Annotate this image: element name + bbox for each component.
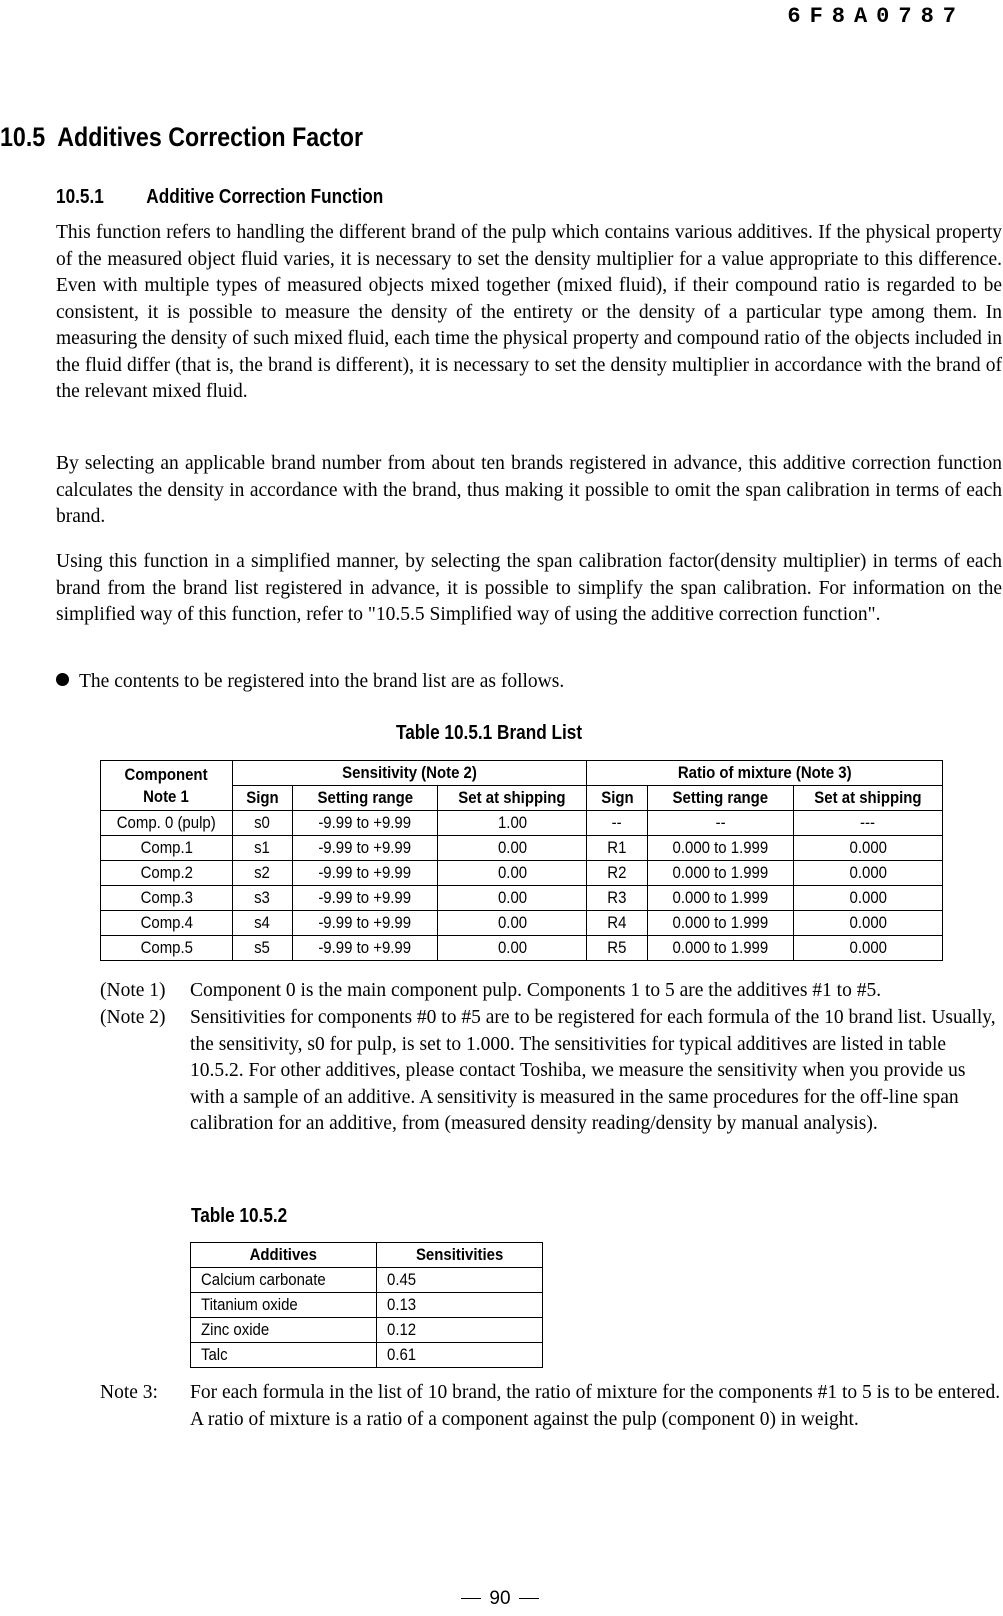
table-row	[191, 1293, 543, 1318]
cell-ratio-sign: R5	[587, 936, 647, 961]
note-2-label: (Note 2)	[100, 1007, 166, 1028]
cell-component: Comp.5	[101, 936, 233, 961]
cell-ratio-sign: R1	[587, 836, 647, 861]
header-setting-range: Setting range	[293, 786, 438, 811]
cell-ratio-range: --	[647, 811, 793, 836]
table-caption-brand-list: Table 10.5.1 Brand List	[396, 722, 583, 744]
note-2	[100, 1005, 1003, 1165]
cell-component: Comp.4	[101, 911, 233, 936]
page-dash-right	[519, 1598, 539, 1599]
cell-ratio-shipping: 0.000	[793, 836, 942, 861]
cell-sensitivity: 0.12	[376, 1318, 542, 1343]
bullet-text: The contents to be registered into the brand list are as follows.	[79, 671, 565, 692]
page-number-value: 90	[489, 1588, 511, 1609]
bullet-icon	[56, 673, 69, 686]
table-row	[191, 1318, 543, 1343]
note-2-text: Sensitivities for components #0 to #5 are to be registered for each formula of the 10 brand list. Usually, the sensitivity, s0 for pulp, is set to 1.000. The sensitivities for typical additives are listed in table 10.5.2. For other additives, please contact Toshiba, we measure the sensitivity when you provide us with a sample of an additive. A sensitivity is measured in the same procedures for the off-line span calibration for an additive, from (measured density reading/density by manual analysis).	[190, 1007, 996, 1134]
table-header-row	[101, 761, 943, 786]
cell-ratio-range: 0.000 to 1.999	[647, 861, 793, 886]
cell-sensitivity: 0.45	[376, 1268, 542, 1293]
cell-sensitivity-sign: s4	[232, 911, 292, 936]
header-ratio: Ratio of mixture (Note 3)	[587, 761, 943, 786]
cell-ratio-shipping: 0.000	[793, 886, 942, 911]
cell-ratio-shipping: 0.000	[793, 861, 942, 886]
table-row	[101, 861, 943, 886]
subsection-number: 10.5.1	[56, 186, 104, 208]
cell-ratio-range: 0.000 to 1.999	[647, 836, 793, 861]
cell-sensitivity-sign: s0	[232, 811, 292, 836]
cell-sensitivity-sign: s5	[232, 936, 292, 961]
page-dash-left	[461, 1598, 481, 1599]
cell-sensitivity-range: -9.99 to +9.99	[293, 886, 438, 911]
cell-sensitivity-sign: s1	[232, 836, 292, 861]
cell-ratio-sign: --	[587, 811, 647, 836]
cell-ratio-range: 0.000 to 1.999	[647, 936, 793, 961]
cell-sensitivity-range: -9.99 to +9.99	[293, 911, 438, 936]
paragraph-simplified-use: Using this function in a simplified manner, by selecting the span calibration factor(density multiplier) in terms of each brand from the brand list registered in advance, it is possible to simplify the span calibration. For information on the simplified way of this function, refer to "10.5.5 Simplified way of using the additive correction function".	[56, 551, 1002, 625]
table-row	[101, 936, 943, 961]
note-3-text: For each formula in the list of 10 brand, the ratio of mixture for the components #1 to 5 is to be entered. A ratio of mixture is a ratio of a component against the pulp (component 0) in weight.	[190, 1382, 1001, 1430]
table-row	[101, 886, 943, 911]
cell-additive: Talc	[191, 1343, 377, 1368]
note-1	[100, 978, 1003, 1005]
cell-ratio-range: 0.000 to 1.999	[647, 911, 793, 936]
cell-component: Comp.2	[101, 861, 233, 886]
additives-table	[190, 1242, 543, 1368]
cell-sensitivity-sign: s3	[232, 886, 292, 911]
header-sensitivity: Sensitivity (Note 2)	[232, 761, 587, 786]
cell-sensitivity-range: -9.99 to +9.99	[293, 861, 438, 886]
page-number	[440, 1588, 560, 1610]
cell-component: Comp. 0 (pulp)	[101, 811, 233, 836]
subsection-heading	[56, 186, 383, 209]
cell-sensitivity-shipping: 0.00	[438, 861, 587, 886]
header-set-at-shipping: Set at shipping	[793, 786, 942, 811]
cell-sensitivity-shipping: 0.00	[438, 911, 587, 936]
note-3	[100, 1380, 1003, 1470]
cell-ratio-sign: R4	[587, 911, 647, 936]
note-1-label: (Note 1)	[100, 980, 166, 1001]
note-1-text: Component 0 is the main component pulp. Components 1 to 5 are the additives #1 to #5.	[190, 980, 882, 1001]
cell-sensitivity-range: -9.99 to +9.99	[293, 836, 438, 861]
cell-sensitivity: 0.13	[376, 1293, 542, 1318]
table-row	[101, 911, 943, 936]
header-component: Component Note 1	[101, 761, 233, 811]
paragraph-intro: This function refers to handling the different brand of the pulp which contains various additives. If the physical property of the measured object fluid varies, it is necessary to set the density multiplier for a value appropriate to this difference. Even with multiple types of measured objects mixed together (mixed fluid), if their compound ratio is regarded to be consistent, it is possible to measure the density of the entirety or the density of a particular type among them. In measuring the density of such mixed fluid, each time the physical property and compound ratio of the objects included in the fluid differ (that is, the brand is different), it is necessary to set the density multiplier in accordance with the brand of the relevant mixed fluid.	[56, 222, 1002, 402]
cell-sensitivity-range: -9.99 to +9.99	[293, 936, 438, 961]
cell-additive: Titanium oxide	[191, 1293, 377, 1318]
cell-ratio-range: 0.000 to 1.999	[647, 886, 793, 911]
section-number: 10.5	[0, 122, 46, 152]
section-title: Additives Correction Factor	[57, 122, 364, 152]
table-row	[191, 1268, 543, 1293]
brand-list-table	[100, 760, 943, 961]
cell-sensitivity-shipping: 0.00	[438, 886, 587, 911]
document-code: 6F8A0787	[787, 4, 965, 29]
bullet-item	[56, 669, 1002, 696]
header-sign: Sign	[587, 786, 647, 811]
cell-ratio-shipping: 0.000	[793, 911, 942, 936]
table-header-row	[191, 1243, 543, 1268]
cell-sensitivity-range: -9.99 to +9.99	[293, 811, 438, 836]
cell-sensitivity-shipping: 0.00	[438, 836, 587, 861]
header-additives: Additives	[191, 1243, 377, 1268]
note-3-label: Note 3:	[100, 1382, 158, 1403]
cell-additive: Calcium carbonate	[191, 1268, 377, 1293]
header-sign: Sign	[232, 786, 292, 811]
paragraph-brand-selection: By selecting an applicable brand number from about ten brands registered in advance, this additive correction function calculates the density in accordance with the brand, thus making it possible to omit the span calibration in terms of each brand.	[56, 453, 1002, 527]
cell-ratio-shipping: ---	[793, 811, 942, 836]
cell-sensitivity-shipping: 1.00	[438, 811, 587, 836]
cell-sensitivity-sign: s2	[232, 861, 292, 886]
subsection-title: Additive Correction Function	[146, 186, 384, 208]
cell-sensitivity: 0.61	[376, 1343, 542, 1368]
table-row	[101, 811, 943, 836]
cell-additive: Zinc oxide	[191, 1318, 377, 1343]
table-caption-additives: Table 10.5.2	[191, 1205, 288, 1227]
cell-ratio-sign: R3	[587, 886, 647, 911]
cell-sensitivity-shipping: 0.00	[438, 936, 587, 961]
header-sensitivities: Sensitivities	[376, 1243, 542, 1268]
header-setting-range: Setting range	[647, 786, 793, 811]
cell-ratio-sign: R2	[587, 861, 647, 886]
table-row	[101, 836, 943, 861]
cell-component: Comp.1	[101, 836, 233, 861]
header-set-at-shipping: Set at shipping	[438, 786, 587, 811]
cell-component: Comp.3	[101, 886, 233, 911]
section-heading	[0, 122, 363, 153]
table-row	[191, 1343, 543, 1368]
cell-ratio-shipping: 0.000	[793, 936, 942, 961]
